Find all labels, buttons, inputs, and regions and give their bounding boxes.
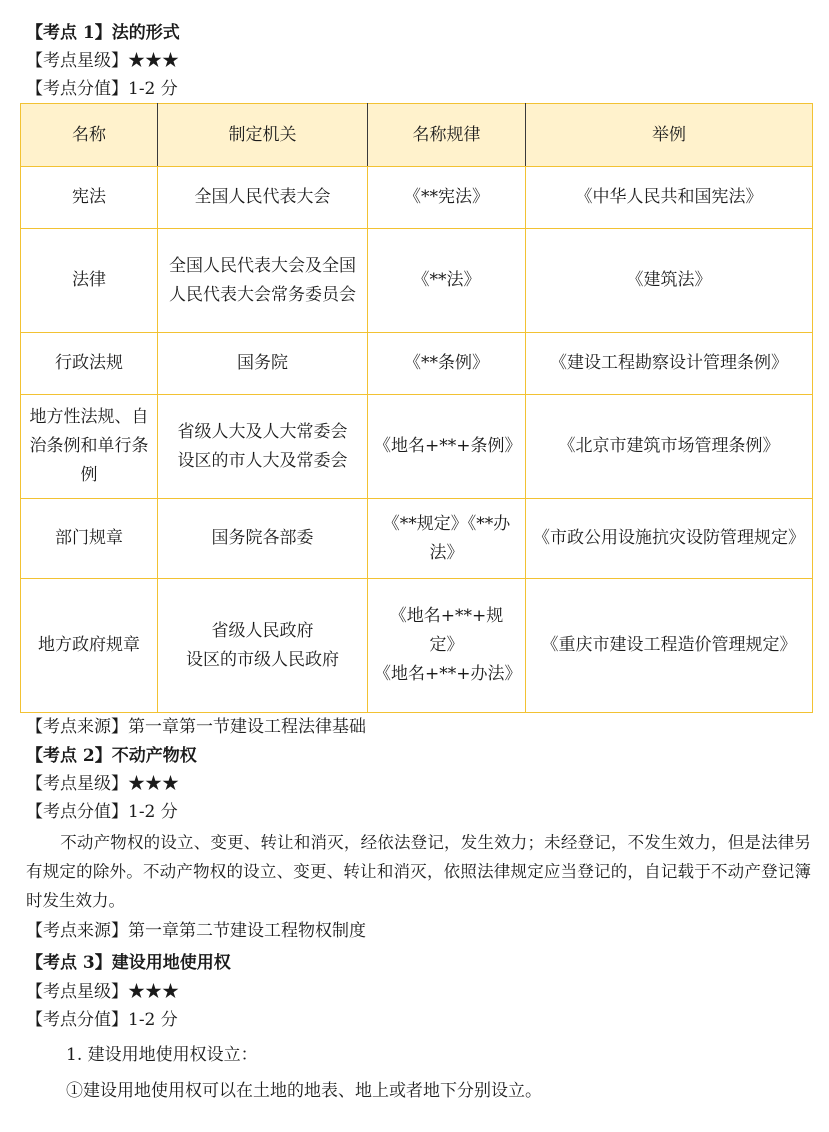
point2-stars: 【考点星级】★★★ (26, 774, 179, 794)
table-row (21, 395, 813, 499)
point2-source: 【考点来源】第一章第二节建设工程物权制度 (26, 921, 366, 941)
cell-example: 《市政公用设施抗灾设防管理规定》 (526, 499, 813, 579)
point3-item1-sub: ①建设用地使用权可以在土地的地表、地上或者地下分别设立。 (66, 1081, 542, 1101)
cell-pattern: 《**条例》 (368, 333, 526, 395)
header-example: 举例 (526, 104, 813, 167)
point3-score: 【考点分值】1-2 分 (26, 1010, 178, 1030)
point2-score: 【考点分值】1-2 分 (26, 802, 178, 822)
point1-score: 【考点分值】1-2 分 (26, 79, 178, 99)
table-row (21, 229, 813, 333)
cell-example: 《北京市建筑市场管理条例》 (526, 395, 813, 499)
cell-name: 法律 (21, 229, 158, 333)
cell-pattern: 《**规定》《**办法》 (368, 499, 526, 579)
cell-pattern: 《**法》 (368, 229, 526, 333)
cell-pattern: 《地名+**+规定》 《地名+**+办法》 (368, 579, 526, 713)
point3-stars: 【考点星级】★★★ (26, 982, 179, 1002)
table-row (21, 167, 813, 229)
point1-source: 【考点来源】第一章第一节建设工程法律基础 (26, 717, 366, 737)
cell-organ: 省级人民政府 设区的市级人民政府 (158, 579, 368, 713)
table-header-row (21, 104, 813, 167)
cell-name: 部门规章 (21, 499, 158, 579)
cell-name: 行政法规 (21, 333, 158, 395)
cell-example: 《中华人民共和国宪法》 (526, 167, 813, 229)
table-row (21, 499, 813, 579)
cell-organ: 省级人大及人大常委会 设区的市人大及常委会 (158, 395, 368, 499)
point2-body (26, 828, 811, 915)
point2-body-text: 不动产物权的设立、变更、转让和消灭，经依法登记，发生效力；未经登记，不发生效力，但是法律另有规定的除外。不动产物权的设立、变更、转让和消灭，依照法律规定应当登记的，自记载于不动产登记簿时发生效力。 (26, 833, 811, 910)
point3-title: 【考点 3】建设用地使用权 (26, 953, 231, 973)
header-pattern: 名称规律 (368, 104, 526, 167)
table-row (21, 579, 813, 713)
header-name: 名称 (21, 104, 158, 167)
table-row (21, 333, 813, 395)
point1-title: 【考点 1】法的形式 (26, 23, 180, 43)
point2-title: 【考点 2】不动产物权 (26, 746, 197, 766)
cell-example: 《建筑法》 (526, 229, 813, 333)
cell-organ: 国务院各部委 (158, 499, 368, 579)
cell-name: 地方性法规、自治条例和单行条例 (21, 395, 158, 499)
cell-example: 《重庆市建设工程造价管理规定》 (526, 579, 813, 713)
law-forms-table (20, 103, 813, 713)
cell-organ: 全国人民代表大会及全国人民代表大会常务委员会 (158, 229, 368, 333)
cell-name: 宪法 (21, 167, 158, 229)
cell-pattern: 《地名+**+条例》 (368, 395, 526, 499)
point3-item1: 1. 建设用地使用权设立： (66, 1045, 258, 1065)
cell-pattern: 《**宪法》 (368, 167, 526, 229)
header-organ: 制定机关 (158, 104, 368, 167)
cell-organ: 国务院 (158, 333, 368, 395)
cell-organ: 全国人民代表大会 (158, 167, 368, 229)
cell-name: 地方政府规章 (21, 579, 158, 713)
point1-stars: 【考点星级】★★★ (26, 51, 179, 71)
cell-example: 《建设工程勘察设计管理条例》 (526, 333, 813, 395)
